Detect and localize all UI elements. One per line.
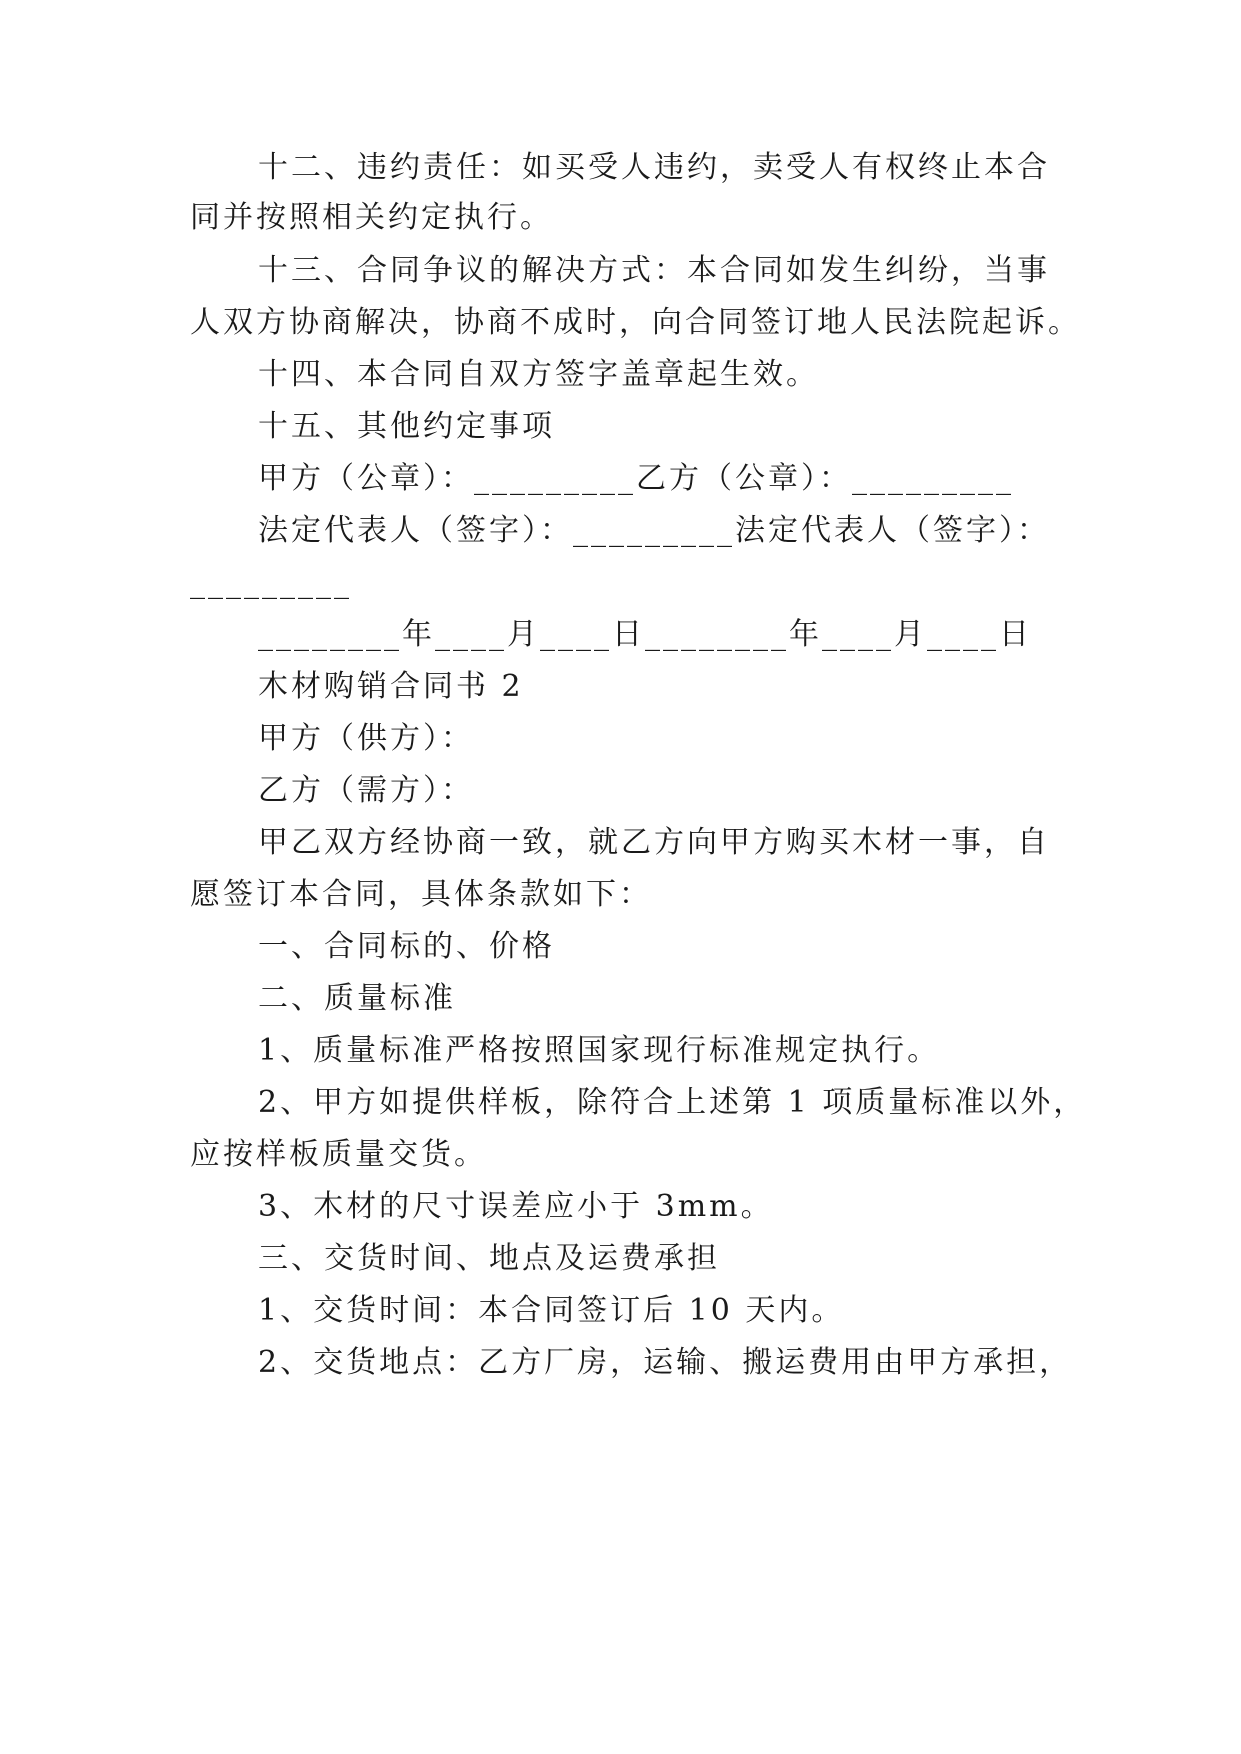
quality-item-3: 3、木材的尺寸误差应小于 3mm。 xyxy=(258,1189,774,1224)
clause-12-line-1: 十二、违约责任：如买受人违约，卖受人有权终止本合 xyxy=(258,150,1050,185)
quality-item-2-line-1: 2、甲方如提供样板，除符合上述第 1 项质量标准以外， xyxy=(258,1085,1087,1120)
section-1-heading: 一、合同标的、价格 xyxy=(258,929,555,964)
clause-14: 十四、本合同自双方签字盖章起生效。 xyxy=(258,357,819,392)
date-line: ________年____月____日________年____月____日 xyxy=(258,617,1032,652)
party-a-supplier: 甲方（供方）： xyxy=(258,721,474,756)
quality-item-2-line-2: 应按样板质量交货。 xyxy=(190,1137,487,1172)
clause-13-line-2: 人双方协商解决，协商不成时，向合同签订地人民法院起诉。 xyxy=(190,305,1081,340)
preamble-line-2: 愿签订本合同，具体条款如下： xyxy=(190,877,652,912)
legal-rep-line: 法定代表人（签字）：_________法定代表人（签字）： xyxy=(258,513,1050,548)
delivery-item-1: 1、交货时间：本合同签订后 10 天内。 xyxy=(258,1293,845,1328)
clause-12-line-2: 同并按照相关约定执行。 xyxy=(190,200,553,235)
contract-title-2: 木材购销合同书 2 xyxy=(258,669,524,704)
quality-item-1: 1、质量标准严格按照国家现行标准规定执行。 xyxy=(258,1033,941,1068)
legal-rep-blank: _________ xyxy=(190,565,352,600)
clause-13-line-1: 十三、合同争议的解决方式：本合同如发生纠纷，当事 xyxy=(258,253,1050,288)
section-2-heading: 二、质量标准 xyxy=(258,981,456,1016)
delivery-item-2: 2、交货地点：乙方厂房，运输、搬运费用由甲方承担， xyxy=(258,1345,1073,1380)
party-seal-line: 甲方（公章）：_________乙方（公章）：_________ xyxy=(258,461,1014,496)
party-b-buyer: 乙方（需方）： xyxy=(258,773,474,808)
clause-15: 十五、其他约定事项 xyxy=(258,409,555,444)
section-3-heading: 三、交货时间、地点及运费承担 xyxy=(258,1241,720,1276)
preamble-line-1: 甲乙双方经协商一致，就乙方向甲方购买木材一事，自 xyxy=(258,825,1050,860)
